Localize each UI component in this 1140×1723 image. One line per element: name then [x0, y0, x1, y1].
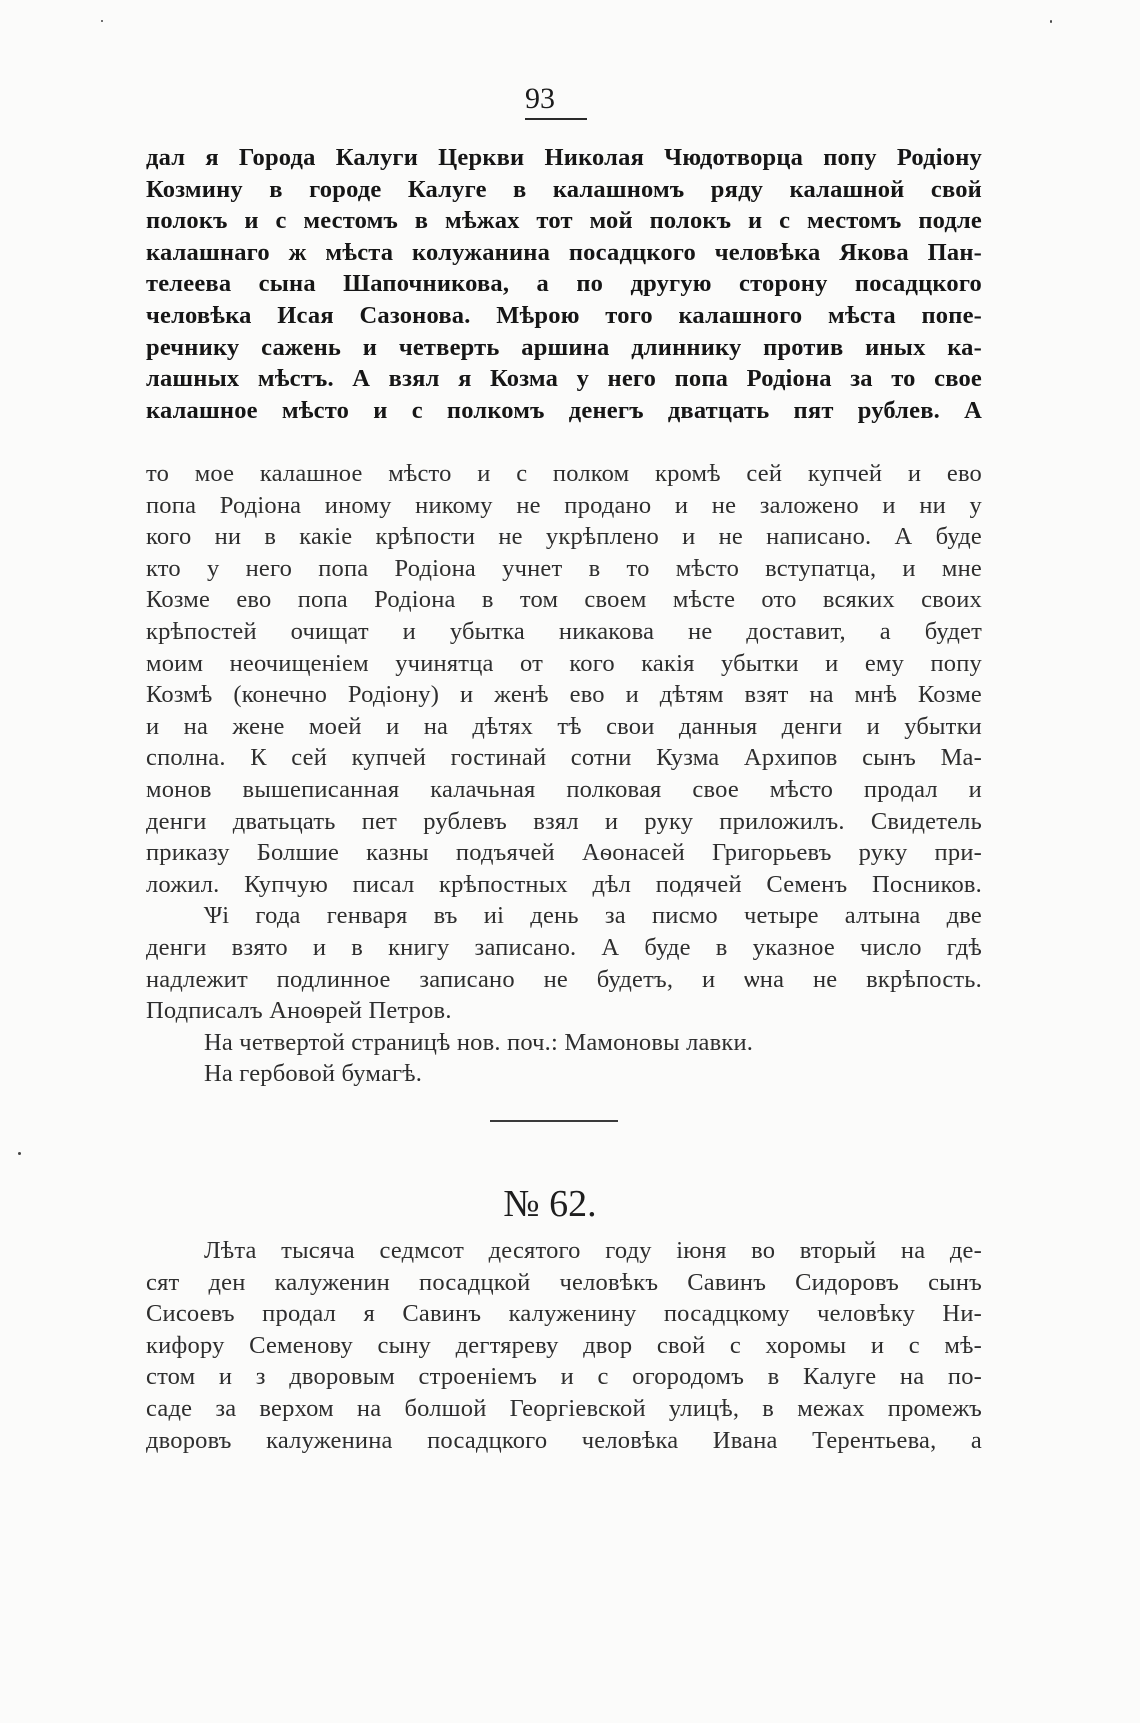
text-line: кто у него попа Родіона учнет в то мѣсто вступатца, и мне	[146, 554, 982, 582]
text-block-bold	[146, 142, 982, 426]
text-line: полокъ и с местомъ в мѣжах тот мой полокъ и с местомъ подле	[146, 207, 982, 235]
page-number-underline	[525, 118, 587, 120]
text-line: калашнаго ж мѣста колужанина посадцкого человѣка Якова Пан-	[146, 238, 982, 266]
text-line: На четвертой страницѣ нов. поч.: Мамоновы лавки.	[204, 1028, 754, 1056]
text-line: На гербовой бумагѣ.	[204, 1060, 423, 1088]
text-line: ложил. Купчую писал крѣпостных дѣл подячей Семенъ Посников.	[146, 870, 982, 898]
text-line: то мое калашное мѣсто и с полком кромѣ сей купчей и ево	[146, 460, 982, 487]
text-line: сят ден калуженин посадцкой человѣкъ Савинъ Сидоровъ сынъ	[146, 1268, 982, 1296]
text-line: Лѣта тысяча седмсот десятого году іюня во вторый на де-	[204, 1237, 982, 1264]
text-line: монов вышеписанная калачьная полковая свое мѣсто продал и	[146, 775, 982, 803]
text-line: надлежит подлинное записано не будетъ, и ѡна не вкрѣпость.	[146, 965, 982, 993]
text-line: калашное мѣсто и с полкомъ денегъ дватцать пят рублев. А	[146, 396, 982, 424]
text-line: Подписалъ Аноѳрей Петров.	[146, 997, 452, 1025]
text-line: кого ни в какіе крѣпости не укрѣплено и не написано. А буде	[146, 523, 982, 551]
text-line: Козмину в городе Калуге в калашномъ ряду калашной свой	[146, 175, 982, 203]
text-line: саде за верхом на болшой Георгіевской улицѣ, в межах промежъ	[146, 1394, 982, 1422]
text-line: приказу Болшие казны подъячей Аѳонасей Григорьевъ руку при-	[146, 839, 982, 867]
text-line: попа Родіона иному никому не продано и не заложено и ни у	[146, 491, 982, 519]
scan-speck	[101, 20, 103, 22]
text-line: денги дватьцать пет рублевъ взял и руку приложилъ. Свидетель	[146, 807, 982, 835]
scan-speck	[18, 1152, 21, 1155]
text-line: телеева сына Шапочникова, а по другую сторону посадцкого	[146, 270, 982, 298]
scan-speck	[1050, 20, 1052, 23]
text-block-regular	[146, 458, 982, 1090]
text-line: крѣпостей очищат и убытка никакова не доставит, а будет	[146, 617, 982, 645]
section-divider	[490, 1120, 618, 1122]
text-line: дал я Города Калуги Церкви Николая Чюдотворца попу Родіону	[146, 144, 982, 171]
text-line: лашных мѣстъ. А взял я Козма у него попа Родіона за то свое	[146, 365, 982, 393]
text-line: денги взято и в книгу записано. А буде в указное число гдѣ	[146, 933, 982, 961]
text-line: моим неочищеніем учинятца от кого какія убытки и ему попу	[146, 649, 982, 677]
document-number-heading: № 62.	[503, 1183, 597, 1225]
text-line: стом и з дворовым строеніемъ и с огородомъ в Калуге на по-	[146, 1363, 982, 1391]
text-line: Ѱі года генваря въ иі день за писмо четыре алтына две	[204, 902, 982, 930]
page-number: 93	[525, 82, 555, 115]
text-line: речнику сажень и четверть аршина длиннику против иных ка-	[146, 333, 982, 361]
text-line: человѣка Исая Сазонова. Мѣрою того калашного мѣста попе-	[146, 301, 982, 329]
text-line: Козмѣ (конечно Родіону) и женѣ ево и дѣтям взят на мнѣ Козме	[146, 681, 982, 709]
text-line: сполна. К сей купчей гостинай сотни Кузма Архипов сынъ Ма-	[146, 744, 982, 772]
text-line: кифору Семенову сыну дегтяреву двор свой с хоромы и с мѣ-	[146, 1331, 982, 1359]
text-line: дворовъ калуженина посадцкого человѣка Ивана Терентьева, а	[146, 1426, 982, 1454]
text-block-document-62	[146, 1235, 982, 1456]
text-line: Козме ево попа Родіона в том своем мѣсте ото всяких своих	[146, 586, 982, 614]
text-line: Сисоевъ продал я Савинъ калуженину посадцкому человѣку Ни-	[146, 1300, 982, 1328]
text-line: и на жене моей и на дѣтях тѣ свои данныя денги и убытки	[146, 712, 982, 740]
